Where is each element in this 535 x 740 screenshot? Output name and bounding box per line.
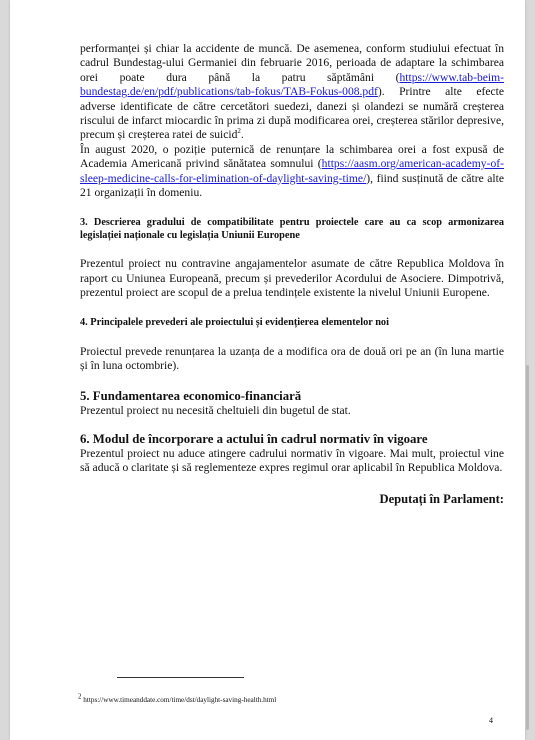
signature-line: Deputați în Parlament: bbox=[379, 491, 504, 506]
link-bundestag-study[interactable]: https://www.tab-beim-bundestag.de/en/pdf/publications/tab-fokus/TAB-Fokus-008.pdf bbox=[80, 70, 504, 99]
footnote-number: 2 bbox=[78, 692, 82, 701]
paragraph-text: În august 2020, o poziție puternică de renunțare la schimbarea orei a fost expusă de Academia Americană privind sănătatea somnului ( bbox=[80, 142, 504, 171]
paragraph-text: ). Printre alte efecte adverse identificate de către cercetători suedezi, danezi și olandezi se numără creșterea riscului de infarct miocardic în prima zi după modificarea orei, creșterea stărilor depresive, precum și creșterea ratei de suicid bbox=[80, 85, 504, 142]
paragraph-text: ), fiind susținută de către alte 21 organizații în domeniu. bbox=[80, 171, 504, 200]
footnote bbox=[78, 692, 277, 705]
paragraph-adverse-effects bbox=[80, 42, 504, 143]
section-3-heading: 3. Descrierea gradului de compatibilitate pentru proiectele care au ca scop armonizarea legislației naționale cu legislația Uniunii Europene bbox=[80, 217, 504, 242]
section-6-body: Prezentul proiect nu aduce atingere cadrului normativ în vigoare. Mai mult, proiectul vine să aducă o claritate și să reglementeze expres regimul orar aplicabil în Republica Moldova. bbox=[80, 446, 504, 475]
document-page bbox=[10, 0, 525, 740]
scrollbar[interactable] bbox=[526, 365, 529, 730]
paragraph-text: performanței și chiar la accidente de muncă. De asemenea, conform studiului efectuat în cadrul Bundestag-ului Germaniei din februarie 2016, perioada de adaptare la schimbarea orei poate dura până la patru săptămâni ( bbox=[80, 42, 504, 84]
section-4-heading: 4. Principalele prevederi ale proiectului și evidențierea elementelor noi bbox=[80, 316, 389, 328]
paragraph-text: . bbox=[240, 128, 244, 142]
section-3-body: Prezentul proiect nu contravine angajamentelor asumate de către Republica Moldova în raport cu Uniunea Europeană, precum și prevederilor Acordului de Asociere. Dimpotrivă, prezentul proiect are scopul de a prelua tendințele existente la nivelul Uniunii Europene. bbox=[80, 257, 504, 300]
link-aasm[interactable]: https://aasm.org/american-academy-of-sleep-medicine-calls-for-elimination-of-daylight-saving-time/ bbox=[80, 157, 504, 185]
paragraph-aasm bbox=[80, 143, 504, 201]
page-content bbox=[80, 42, 504, 506]
section-4-body: Proiectul prevede renunțarea la uzanța de a modifica ora de două ori pe an (în luna martie și în luna octombrie). bbox=[80, 344, 504, 373]
footnote-text: https://www.timeanddate.com/time/dst/daylight-saving-health.html bbox=[81, 696, 277, 704]
footnote-separator bbox=[117, 677, 244, 678]
section-6-heading: 6. Modul de încorporare a actului în cadrul normativ în vigoare bbox=[80, 431, 428, 446]
section-5-heading: 5. Fundamentarea economico-financiară bbox=[80, 388, 302, 403]
footnote-reference[interactable]: 2 bbox=[237, 127, 241, 136]
page-number: 4 bbox=[489, 716, 493, 725]
section-5-body: Prezentul proiect nu necesită cheltuieli din bugetul de stat. bbox=[80, 403, 351, 417]
